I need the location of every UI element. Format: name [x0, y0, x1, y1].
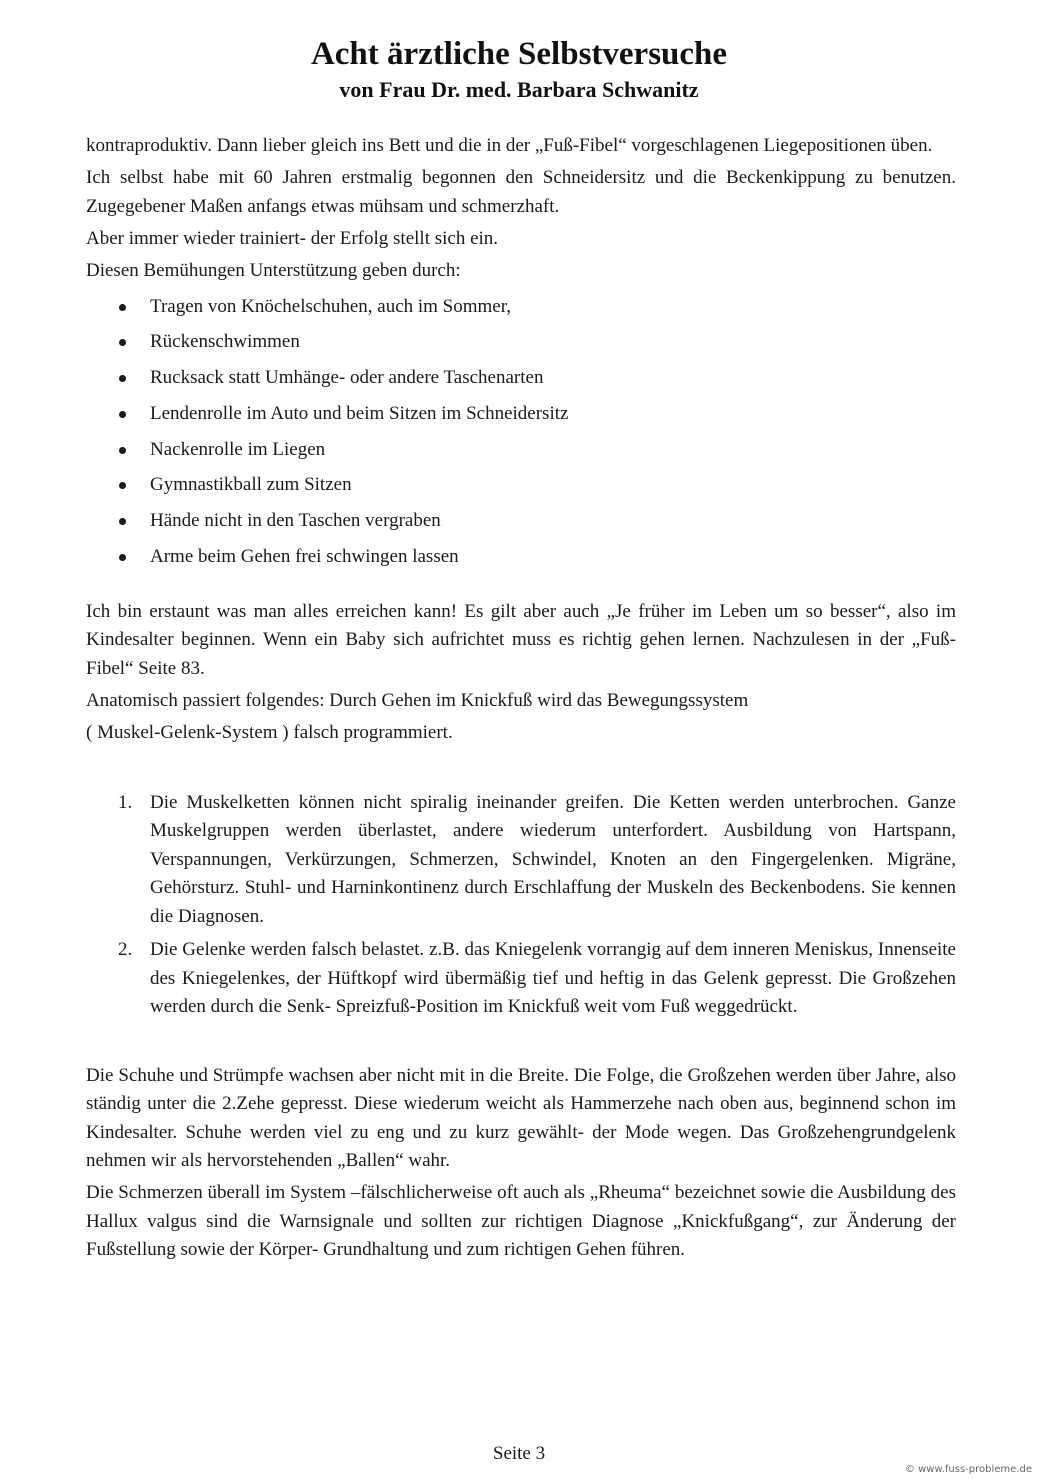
paragraph: ( Muskel-Gelenk-System ) falsch programmiert. — [86, 721, 453, 743]
bullet-icon — [119, 339, 126, 346]
list-item — [86, 432, 956, 468]
list-item — [86, 360, 956, 396]
paragraph: Ich bin erstaunt was man alles erreichen kann! Es gilt aber auch „Je früher im Leben um so besser“, also im Kindesalter beginnen. Wenn ein Baby sich aufrichtet muss es richtig gehen lernen. Nachzulesen in der „Fuß-Fibel“ Seite 83. — [86, 600, 956, 679]
numbered-item — [86, 936, 956, 1022]
list-item — [86, 503, 956, 539]
copyright-notice: © www.fuss-probleme.de — [904, 1464, 1032, 1475]
document-title: Acht ärztliche Selbstversuche — [310, 36, 728, 72]
spacer — [86, 1027, 956, 1062]
list-item-text: Arme beim Gehen frei schwingen lassen — [150, 546, 459, 568]
bullet-icon — [119, 482, 126, 489]
numbered-list — [86, 789, 956, 1022]
document-subtitle: von Frau Dr. med. Barbara Schwanitz — [339, 77, 699, 102]
spacer — [86, 751, 956, 789]
list-item-text: Nackenrolle im Liegen — [150, 438, 326, 460]
numbered-item-text: Die Muskelketten können nicht spiralig ineinander greifen. Die Ketten werden unterbrochen. Ganze Muskelgruppen werden überlastet, andere wiederum unterfordert. Ausbildung von Hartspann, Verspannungen, Verkürzungen, Schmerzen, Schwindel, Knoten an den Fingergelenken. Migräne, Gehörsturz. Stuhl- und Harninkontinenz durch Erschlaffung der Muskeln des Beckenbodens. Sie kennen die Diagnosen. — [150, 791, 956, 927]
numbered-item — [86, 789, 956, 932]
item-number: 2. — [118, 939, 133, 961]
paragraph: Die Schuhe und Strümpfe wachsen aber nicht mit in die Breite. Die Folge, die Großzehen werden über Jahre, also ständig unter die 2.Zehe gepresst. Diese wiederum weicht als Hammerzehe nach oben aus, beginnend schon im Kindesalter. Schuhe werden viel zu eng und zu kurz gewählt- der Mode wegen. Das Großzehengrundgelenk nehmen wir als hervorstehenden „Ballen“ wahr. — [86, 1064, 956, 1172]
list-item-text: Hände nicht in den Taschen vergraben — [150, 510, 441, 532]
document-body — [86, 132, 956, 1268]
list-item-text: Gymnastikball zum Sitzen — [150, 474, 352, 496]
bullet-list — [86, 289, 956, 575]
list-item-text: Rucksack statt Umhänge- oder andere Taschenarten — [150, 367, 544, 389]
list-item-text: Lendenrolle im Auto und beim Sitzen im Schneidersitz — [150, 402, 569, 424]
item-number: 1. — [118, 791, 133, 813]
paragraph: Anatomisch passiert folgendes: Durch Gehen im Knickfuß wird das Bewegungssystem — [86, 689, 749, 711]
bullet-icon — [119, 447, 126, 454]
paragraph: Diesen Bemühungen Unterstützung geben durch: — [86, 259, 461, 281]
paragraph: kontraproduktiv. Dann lieber gleich ins Bett und die in der „Fuß-Fibel“ vorgeschlagenen Liegepositionen üben. — [86, 135, 933, 156]
list-item — [86, 396, 956, 432]
list-item-text: Tragen von Knöchelschuhen, auch im Sommer, — [150, 295, 512, 317]
paragraph: Ich selbst habe mit 60 Jahren erstmalig begonnen den Schneidersitz und die Beckenkippung zu benutzen. Zugegebener Maßen anfangs etwas mühsam und schmerzhaft. — [86, 167, 956, 217]
list-item — [86, 539, 956, 575]
page-number: Seite 3 — [492, 1443, 546, 1464]
list-item — [86, 324, 956, 360]
numbered-item-text: Die Gelenke werden falsch belastet. z.B. das Kniegelenk vorrangig auf dem inneren Meniskus, Innenseite des Kniegelenkes, der Hüftkopf wird übermäßig tief und heftig in das Gelenk gepresst. Die Großzehen werden durch die Senk- Spreizfuß-Position im Knickfuß weit vom Fuß weggedrückt. — [150, 939, 956, 1018]
paragraph: Aber immer wieder trainiert- der Erfolg stellt sich ein. — [86, 227, 499, 249]
paragraph: Die Schmerzen überall im System –fälschlicherweise oft auch als „Rheuma“ bezeichnet sowie die Ausbildung des Hallux valgus sind die Warnsignale und sollten zur richtigen Diagnose „Knickfußgang“, zur Änderung der Fußstellung sowie der Körper- Grundhaltung und zum richtigen Gehen führen. — [86, 1182, 956, 1261]
bullet-icon — [119, 554, 126, 561]
bullet-icon — [119, 518, 126, 525]
spacer — [86, 575, 956, 598]
bullet-icon — [119, 411, 126, 418]
list-item-text: Rückenschwimmen — [150, 331, 300, 353]
list-item — [86, 467, 956, 503]
list-item — [86, 289, 956, 325]
bullet-icon — [119, 375, 126, 382]
bullet-icon — [119, 304, 126, 311]
